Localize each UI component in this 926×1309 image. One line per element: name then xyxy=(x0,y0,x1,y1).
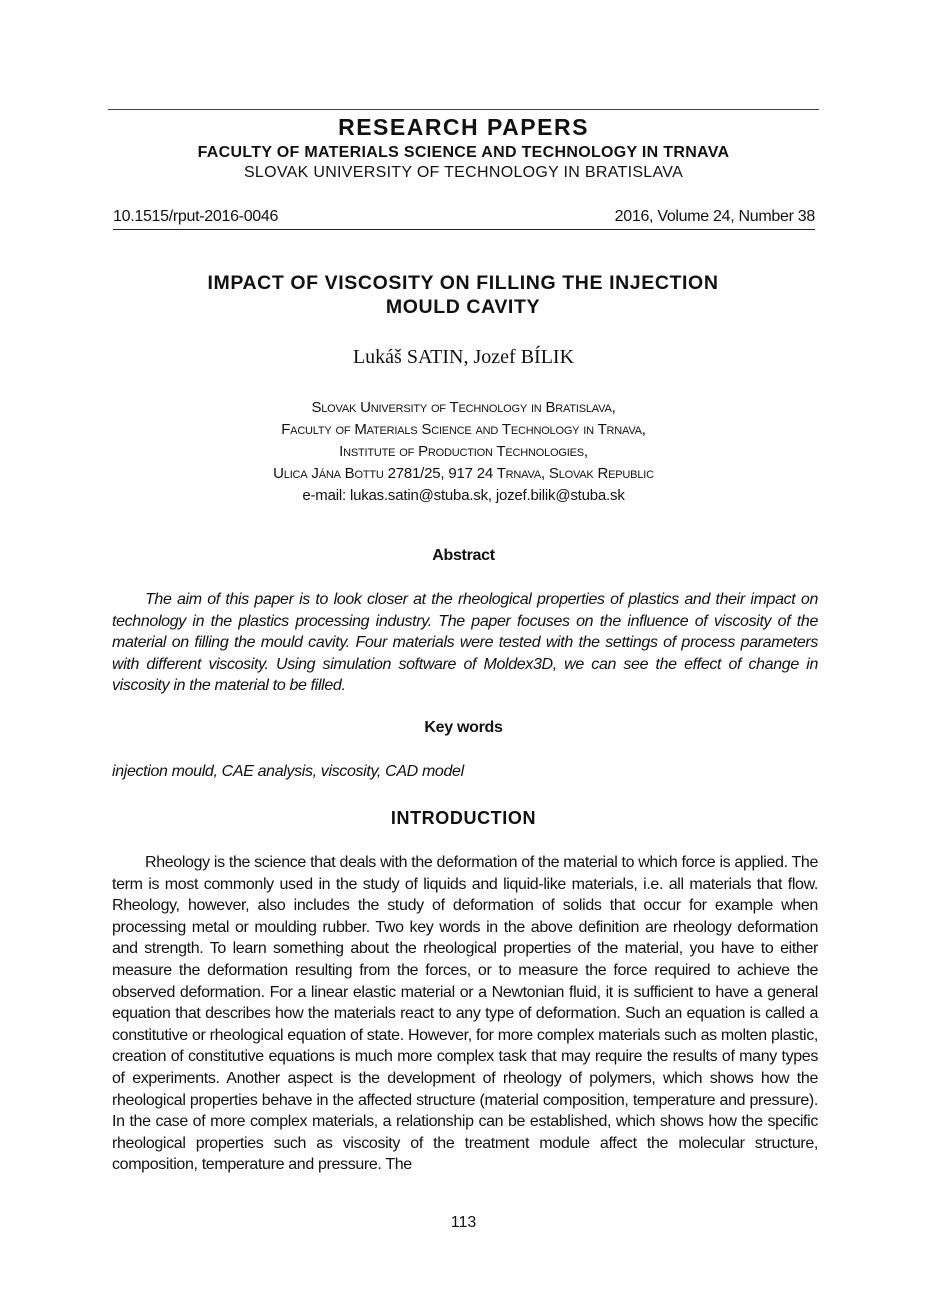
abstract-text: The aim of this paper is to look closer at the rheological properties of plastics and their impact on technology in the plastics processing industry. The paper focuses on the influence of viscosity of the material on filling the mould cavity. Four materials were tested with the settings of process parameters with different viscosity. Using simulation software of Moldex3D, we can see the effect of change in viscosity in the material to be filled. xyxy=(112,591,818,694)
introduction-text: Rheology is the science that deals with the deformation of the material to which force is applied. The term is most commonly used in the study of liquids and liquid-like materials, i.e. all materials that flow. Rheology, however, also includes the study of deformation of solids that occur for example when processing metal or moulding rubber. Two key words in the above definition are rheology deformation and strength. To learn something about the rheological properties of the material, you have to either measure the deformation resulting from the forces, or to measure the force required to achieve the observed deformation. For a linear elastic material or a Newtonian fluid, it is sufficient to have a general equation that describes how the materials react to any type of deformation. Such an equation is called a constitutive or rheological equation of state. However, for more complex materials such as molten plastic, creation of constitutive equations is much more complex task that may require the results of many types of experiments. Another aspect is the development of rheology of polymers, which shows how the rheological properties behave in the affected structure (material composition, temperature and pressure). In the case of more complex materials, a relationship can be established, which shows how the specific rheological properties such as viscosity of the treatment module affect the molecular structure, composition, temperature and pressure. The xyxy=(112,854,818,1174)
doi: 10.1515/rput-2016-0046 xyxy=(113,208,279,225)
paper-title-line-2: MOULD CAVITY xyxy=(385,296,541,318)
affiliation-line-1: Slovak University of Technology in Bratislava, xyxy=(311,399,616,416)
authors: Lukáš SATIN, Jozef BÍLIK xyxy=(352,346,575,368)
introduction-heading: INTRODUCTION xyxy=(390,808,537,828)
keywords-text: injection mould, CAE analysis, viscosity, CAD model xyxy=(112,763,464,780)
volume-info: 2016, Volume 24, Number 38 xyxy=(614,208,815,225)
university-name: SLOVAK UNIVERSITY OF TECHNOLOGY IN BRATISLAVA xyxy=(243,164,684,181)
affiliation-line-2: Faculty of Materials Science and Technology in Trnava, xyxy=(281,421,646,438)
page-number: 113 xyxy=(450,1214,477,1231)
header-top-rule xyxy=(108,109,819,110)
paper-title-line-1: IMPACT OF VISCOSITY ON FILLING THE INJECTION xyxy=(207,272,719,294)
keywords-heading: Key words xyxy=(424,719,503,736)
affiliation-line-3: Institute of Production Technologies, xyxy=(339,443,588,460)
journal-title: RESEARCH PAPERS xyxy=(338,114,589,140)
affiliation-line-4: Ulica Jána Bottu 2781/25, 917 24 Trnava, Slovak Republic xyxy=(273,465,654,482)
faculty-name: FACULTY OF MATERIALS SCIENCE AND TECHNOLOGY IN TRNAVA xyxy=(197,144,730,161)
publication-meta xyxy=(113,208,815,230)
abstract-heading: Abstract xyxy=(432,547,495,564)
paper-title xyxy=(150,271,776,319)
affiliation-block xyxy=(108,397,819,507)
author-email: e-mail: lukas.satin@stuba.sk, jozef.bilik@stuba.sk xyxy=(302,487,625,504)
